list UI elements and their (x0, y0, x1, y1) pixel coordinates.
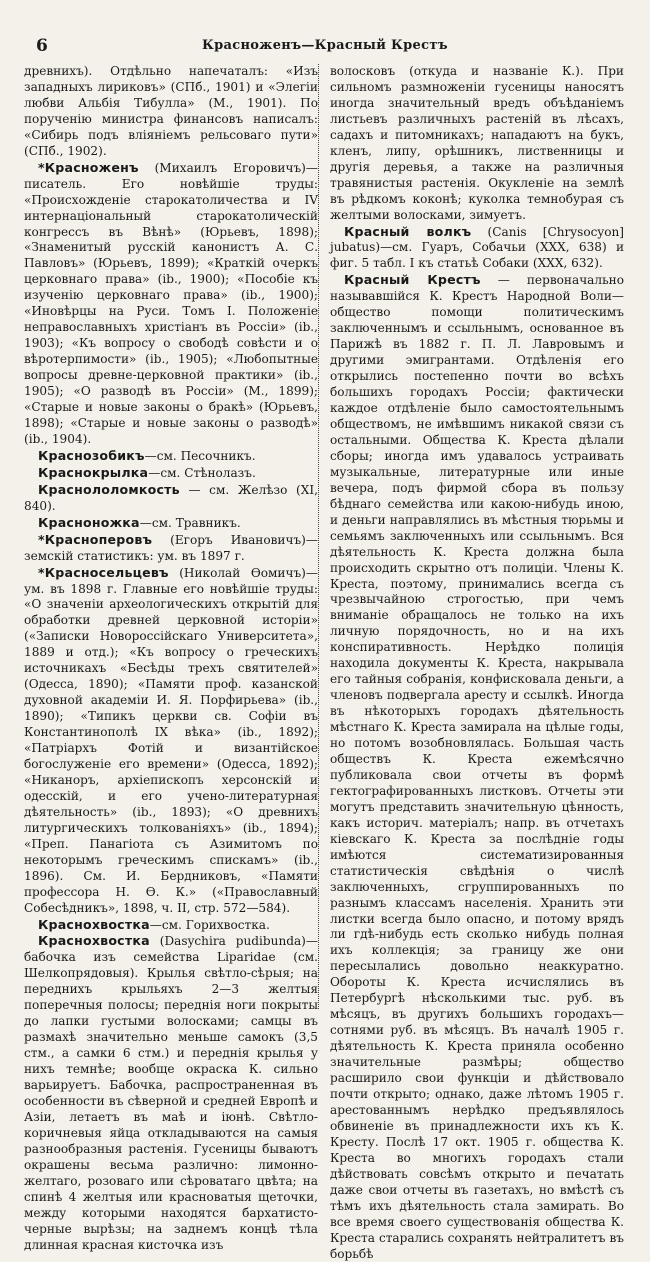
entry-cont2 (330, 64, 624, 224)
headword: *Красноперовъ (38, 531, 153, 547)
entry-body: (Dasychira pudibunda)—бабочка изъ семейства Liparidae (см. Шелкопрядовыя). Крылья свѣтло-сѣрыя; на переднихъ крыльяхъ 2—3 желтыя поперечныя полосы; переднія ноги покрыты до лапки густыми волосками; самцы въ размахѣ значительно меньше самокъ (3,5 стм., а самки 6 стм.) и переднія крылья у нихъ темнѣе; вообще окраска К. сильно варьируетъ. Бабочка, распространенная въ особенности въ сѣверной и средней Европѣ и Азіи, летаетъ въ маѣ и іюнѣ. Свѣтло-коричневыя яйца откладываются на самыя разнообразныя растенія. Гусеницы бываютъ окрашены весьма различно: лимонно-желтаго, розоваго или сѣроватаго цвѣта; на спинѣ 4 желтыя или красноватыя щеточки, между которыми находятся бархатисто-черные вырѣзы; на заднемъ концѣ тѣла длинная красная кисточка изъ (24, 934, 318, 1252)
entry-body: —см. Травникъ. (139, 515, 241, 530)
running-title: Красноженъ—Красный Крестъ (202, 38, 448, 53)
entry-body: — первоначально называвшійся К. Крестъ Народной Воли—общество помощи политическимъ заключеннымъ и ссыльнымъ, основанное въ Парижѣ въ 1882 г. П. Л. Лавровымъ и другими эмигрантами. Отдѣленія его открылись постепенно почти во всѣхъ большихъ городахъ Россіи; фактически каждое отдѣленіе было самостоятельнымъ обществомъ, не имѣвшимъ никакой связи съ остальными. Общества К. Креста дѣлали сборы; иногда имъ удавалось устраивать музыкальные, литературные или иные вечера, подъ фирмой сбора въ пользу бѣднаго семейства или какою-нибудь иною, и деньги направлялись въ мѣстныя тюрьмы и семьямъ заключенныхъ или ссыльнымъ. Вся дѣятельность К. Креста должна была происходить скрытно отъ полиціи. Члены К. Креста, поэтому, принимались всегда съ чрезвычайною строгостью, при чемъ вниманіе обращалось не только на ихъ личную порядочность, но и на ихъ конспиративность. Нерѣдко полиція находила документы К. Креста, накрывала его тайныя собранія, конфисковала деньги, а членовъ подвергала аресту и ссылкѣ. Иногда въ нѣкоторыхъ городахъ дѣятельность мѣстнаго К. Креста замирала на цѣлые годы, но потомъ возобновлялась. Большая часть обществъ К. Креста ежемѣсячно публиковала свои отчеты въ формѣ гектографированныхъ листковъ. Отчеты эти могутъ представить значительную цѣнность, какъ историч. матеріалъ; напр. въ отчетахъ кіевскаго К. Креста за послѣдніе годы имѣются систематизированныя статистическія свѣдѣнія о числѣ заключенныхъ, сгруппированныхъ по разнымъ классамъ населенія. Хранить эти листки всегда было опасно, и потому врядъ ли гдѣ-нибудь есть сколько нибудь полная ихъ коллекція; за границу же они пересылались довольно неаккуратно. Обороты К. Креста исчислялись въ Петербургѣ нѣсколькими тыс. руб. въ мѣсяцъ, въ другихъ большихъ городахъ—сотнями руб. въ мѣсяцъ. Въ началѣ 1905 г. дѣятельность К. Креста приняла особенно значительные размѣры; общество расширило свои функціи и дѣйствовало почти открыто; однако, даже лѣтомъ 1905 г. арестованнымъ нерѣдко предъявлялось обвиненіе въ принадлежности ихъ къ К. Кресту. Послѣ 17 окт. 1905 г. общества К. Креста во многихъ городахъ стали дѣйствовать совсѣмъ открыто и печатать даже свои отчеты въ газетахъ, но вмѣстѣ съ тѣмъ ихъ дѣятельность стала замирать. Во все время своего существованія общества К. Креста старались сохранять нейтралитетъ въ борьбѣ (330, 273, 625, 1261)
entry-krasnokrylka (24, 465, 318, 482)
headword: Краснололомкость (38, 481, 180, 497)
entry-body: волосковъ (откуда и названіе К.). При сильномъ размноженіи гусеницы наносятъ иногда значительный вредъ объѣданіемъ листьевъ различныхъ растеній въ лѣсахъ, садахъ и питомникахъ; нападаютъ на букъ, кленъ, липу, орѣшникъ, лиственницы и другія деревья, а также на различныя травянистыя растенія. Окукленіе на землѣ въ рѣдкомъ коконѣ; куколка темнобурая съ желтыми волосками, зимуетъ. (330, 64, 624, 222)
headword: *Красноженъ (38, 159, 139, 175)
entry-cont (24, 64, 318, 160)
headword: Краснохвостка (38, 916, 150, 932)
entry-body: (Николай Ѳомичъ)—ум. въ 1898 г. Главные его новѣйшіе труды: «О значеніи археологическихъ открытій для обработки древней церковной исторіи» («Записки Новороссійскаго Университета», 1889 и отд.); «Къ вопросу о греческихъ источникахъ «Бесѣды трехъ святителей» (Одесса, 1890); «Памяти проф. казанской духовной академіи И. Я. Порфирьева» (ib., 1890); «Типикъ церкви св. Софіи въ Константинополѣ IX вѣка» (ib., 1892); «Патріархъ Фотій и византійское богослуженіе его времени» (Одесса, 1892); «Никаноръ, архіепископъ херсонскій и одесскій, и его учено-литературная дѣятельность» (ib., 1893); «О древнихъ литургическихъ толкованіяхъ» (ib., 1894); «Преп. Панагіота съ Азимитомъ по некоторымъ греческимъ спискамъ» (ib., 1896). См. И. Бердниковъ, «Памяти профессора Н. Ѳ. К.» («Православный Собесѣдникъ», 1898, ч. II, стр. 572—584). (24, 565, 318, 915)
entry-body: —см. Горихвостка. (149, 917, 270, 932)
entry-body: —см. Песочникъ. (144, 448, 256, 463)
entry-body: (Егоръ Ивановичъ)—земскій статистикъ: ум. въ 1897 г. (24, 532, 318, 563)
entry-body: — см. Желѣзо (XI, 840). (24, 482, 318, 513)
column-divider (318, 64, 319, 1009)
headword: Краснозобикъ (38, 447, 145, 463)
page-header (28, 36, 622, 54)
headword: Красноножка (38, 514, 140, 530)
entry-krasnonozhka (24, 515, 318, 532)
headword: Краснохвостка (38, 933, 150, 949)
headword: Краснокрылка (38, 464, 149, 480)
headword: *Красносельцевъ (38, 564, 169, 580)
entry-krasnolomkost (24, 482, 318, 515)
page-number: 6 (36, 36, 48, 56)
entry-body: (Михаилъ Егоровичъ)—писатель. Его новѣйшіе труды: «Происхожденіе старокатоличества и IV интернаціональный старокатолическій конгрессъ въ Вѣнѣ» (Юрьевъ, 1898); «Знаменитый русскій канонистъ А. С. Павловъ» (Юрьевъ, 1899); «Краткій очеркъ церковнаго права» (ib., 1900); «Пособіе къ изученію церковнаго права» (ib., 1900); «Иновѣрцы на Руси. Томъ I. Положеніе неправославныхъ христіанъ въ Россіи» (ib., 1903); «Къ вопросу о свободѣ совѣсти и о вѣротерпимости» (ib., 1905); «Любопытные вопросы древне-церковной практики» (ib., 1905); «О разводѣ въ Россіи» (М., 1899); «Старые и новые законы о бракѣ» (Юрьевъ, 1898); «Старые и новые законы о разводѣ» (ib., 1904). (24, 160, 318, 446)
entry-body: (Canis [Chrysocyon] jubatus)—см. Гуаръ, Собачьи (XXX, 638) и фиг. 5 табл. I къ статьѣ Собаки (XXX, 632). (330, 224, 624, 271)
entry-krasnokhvostka (24, 917, 318, 934)
entry-krasny_volk (330, 224, 624, 273)
headword: Красный Крестъ (344, 272, 481, 288)
right-column (330, 64, 624, 1262)
entry-krasny_krest (330, 272, 624, 1262)
entry-body: —см. Стѣнолазъ. (148, 465, 256, 480)
entry-krasnozobik (24, 448, 318, 465)
headword: Красный волкъ (344, 223, 472, 239)
entry-krasnozhen (24, 160, 318, 448)
entry-body: древнихъ). Отдѣльно напечаталъ: «Изъ западныхъ лириковъ» (СПб., 1901) и «Элегіи любви Альбія Тибулла» (М., 1901). По порученію министра финансовъ написалъ: «Сибирь подъ вліяніемъ рельсоваго пути» (СПб., 1902). (24, 64, 318, 158)
entry-krasnokhvostka2 (24, 933, 318, 1253)
left-column (24, 64, 318, 1254)
entry-krasnoseltsev (24, 565, 318, 917)
entry-krasnoperov (24, 532, 318, 565)
